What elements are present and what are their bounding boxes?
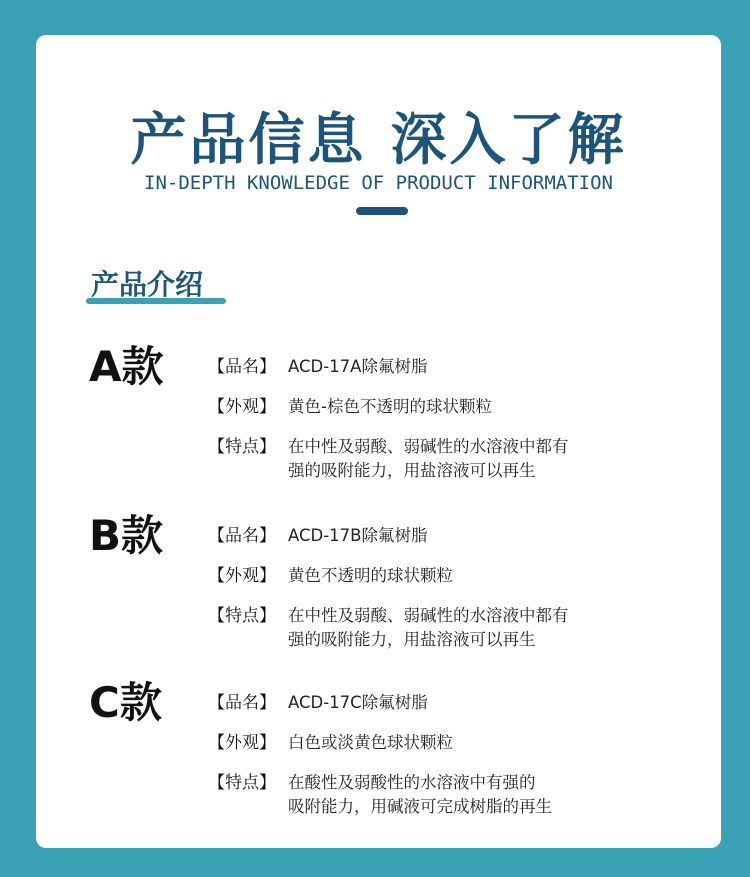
product-appearance-row [208,395,648,419]
feature-value [288,771,648,819]
name-label: 【品名】 [208,357,276,377]
name-label: 【品名】 [208,526,276,546]
appearance-label: 【外观】 [208,733,276,753]
feature-line-1: 在酸性及弱酸性的水溶液中有强的 [288,773,536,792]
product-name-row [208,691,648,715]
product-feature-row [208,435,648,483]
product-feature-row [208,604,648,652]
appearance-value: 白色或淡黄色球状颗粒 [288,733,453,752]
feature-line-2: 强的吸附能力，用盐溶液可以再生 [288,630,536,649]
product-feature-row [208,771,648,819]
feature-value [288,604,648,652]
appearance-label: 【外观】 [208,566,276,586]
page-title [36,105,721,175]
product-name-row [208,355,648,379]
appearance-value: 黄色不透明的球状颗粒 [288,566,453,585]
product-name-row [208,524,648,548]
feature-line-2: 吸附能力，用碱液可完成树脂的再生 [288,797,552,816]
feature-value [288,435,648,483]
appearance-value: 黄色-棕色不透明的球状颗粒 [288,397,492,416]
variant-label: B款 [89,511,164,560]
section-heading: 产品介绍 [91,268,204,301]
title-divider [356,207,408,215]
appearance-label: 【外观】 [208,397,276,417]
feature-label: 【特点】 [208,773,276,793]
feature-label: 【特点】 [208,437,276,457]
page-subtitle: IN-DEPTH KNOWLEDGE OF PRODUCT INFORMATION [144,172,613,194]
page-title-part2: 深入了解 [390,107,627,173]
page-title-part1: 产品信息 [130,107,367,173]
name-value: ACD-17C除氟树脂 [288,693,428,712]
feature-line-2: 强的吸附能力，用盐溶液可以再生 [288,461,536,480]
feature-line-1: 在中性及弱酸、弱碱性的水溶液中都有 [288,437,569,456]
product-appearance-row [208,564,648,588]
product-appearance-row [208,731,648,755]
name-value: ACD-17A除氟树脂 [288,357,428,376]
name-label: 【品名】 [208,693,276,713]
variant-label: A款 [89,342,164,391]
feature-line-1: 在中性及弱酸、弱碱性的水溶液中都有 [288,606,569,625]
name-value: ACD-17B除氟树脂 [288,526,428,545]
variant-label: C款 [89,678,162,727]
content-card [36,35,721,848]
feature-label: 【特点】 [208,606,276,626]
